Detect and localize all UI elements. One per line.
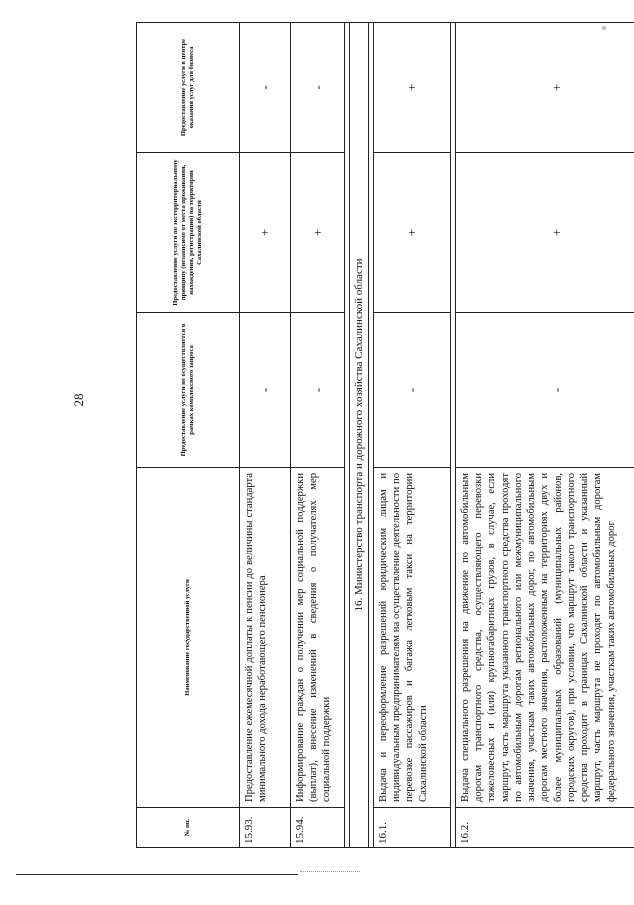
header-service-name: Наименование государственной услуги xyxy=(137,468,240,808)
row-complex-mark: - xyxy=(456,313,634,468)
table-row xyxy=(240,23,291,848)
footer-dotted-rule xyxy=(300,871,360,878)
row-business-mark: + xyxy=(456,23,634,153)
row-extraterritorial-mark: + xyxy=(374,153,451,313)
table-header-row xyxy=(137,23,240,848)
row-extraterritorial-mark: + xyxy=(291,153,345,313)
row-number: 15.93. xyxy=(240,808,291,848)
row-service-name: Выдача и переоформление разрешений юридическим лицам и индивидуальным предпринимателям на осуществление деятельности по перевозке пассажиров и багажа легковым такси на территории Сахалинской области xyxy=(374,468,451,808)
section-title: 16. Министерство транспорта и дорожного хозяйства Сахалинской области xyxy=(350,23,369,848)
row-complex-mark: - xyxy=(240,313,291,468)
row-service-name: Предоставление ежемесячной доплаты к пенсии до величины стандарта минимального дохода неработающего пенсионера xyxy=(240,468,291,808)
rotated-table-container xyxy=(136,23,616,848)
header-complex-request: Предоставление услуги не осуществляется в рамках комплексного запроса xyxy=(137,313,240,468)
page-number: 28 xyxy=(71,393,86,407)
header-extraterritorial: Предоставление услуги по экстерриториальному принципу (независимо от места проживания, нахождения, регистрации) на территории Сахалинской области xyxy=(137,153,240,313)
row-business-mark: + xyxy=(374,23,451,153)
table-row xyxy=(374,23,451,848)
row-number: 16.1. xyxy=(374,808,451,848)
footer-rule xyxy=(16,874,298,875)
services-table xyxy=(136,22,634,848)
section-row xyxy=(350,23,369,848)
row-complex-mark: - xyxy=(291,313,345,468)
row-extraterritorial-mark: + xyxy=(456,153,634,313)
row-business-mark: - xyxy=(291,23,345,153)
row-complex-mark: - xyxy=(374,313,451,468)
row-number: 16.2. xyxy=(456,808,634,848)
table-row xyxy=(291,23,345,848)
row-business-mark: - xyxy=(240,23,291,153)
table-row xyxy=(456,23,634,848)
row-number: 15.94. xyxy=(291,808,345,848)
scan-dot xyxy=(602,26,606,30)
row-extraterritorial-mark: + xyxy=(240,153,291,313)
header-business-center: Предоставление услуги в центре оказания услуг для бизнеса xyxy=(137,23,240,153)
row-service-name: Информирование граждан о получении мер социальной поддержки (выплат), внесение изменений в сведения о получателях мер социальной поддержки xyxy=(291,468,345,808)
header-number: № пп. xyxy=(137,808,240,848)
row-service-name: Выдача специального разрешения на движение по автомобильным дорогам транспортного средства, осуществляющего перевозки тяжеловесных и (или) крупногабаритных грузов, в случае, если маршрут, часть маршрута указанного транспортного средства проходят по автомобильным дорогам регионального или межмуниципального значения, участкам таких автомобильных дорог, по автомобильным дорогам местного значения, расположенным на территориях двух и более муниципальных образований (муниципальных районов, городских округов), при условии, что маршрут такого транспортного средства проходит в границах Сахалинской области и указанный маршрут, часть маршрута не проходят по автомобильным дорогам федерального значения, участкам таких автомобильных дорог xyxy=(456,468,634,808)
